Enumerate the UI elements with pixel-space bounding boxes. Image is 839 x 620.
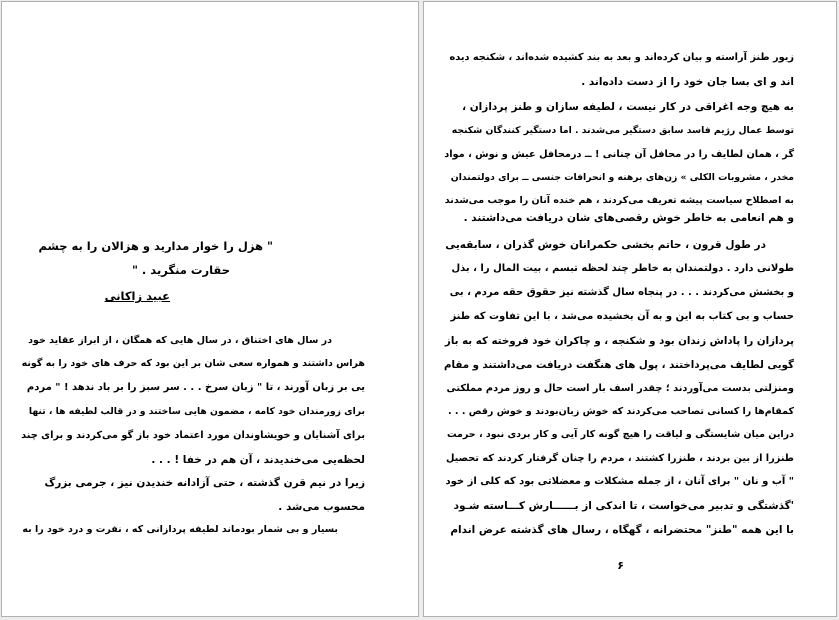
- text-line: توسط عمال رژیم فاسد سابق دستگیر می‌شدند . اما دستگیر کنندگان شکنجه‌: [451, 125, 794, 136]
- left-page: [1, 1, 419, 617]
- right-page: [423, 1, 837, 617]
- body-line: در سال های اختناق ، در سال هایی که همگان ، از ابراز عقاید خود: [28, 335, 332, 346]
- text-line: و هم انعامی به خاطر خوش رقصی‌های شان دریافت می‌داشتند .: [463, 212, 794, 224]
- body-line: برای زورمندان خود کامه ، مضمون هایی ساختند و در قالب لطیفه ها ، تنها: [28, 406, 365, 417]
- text-line: 'گذشتگی و تدبیر می‌خواست ، تا اندکی از بــــــارش کـــاسته شـود: [453, 500, 794, 512]
- body-line: محسوب می‌شد .: [278, 501, 365, 513]
- quote-line-2: حقارت منگرید . ": [131, 263, 230, 277]
- text-line: حساب و بی کتاب به این و به آن بخشیده می‌شد ، با این تفاوت که طنز: [450, 311, 794, 322]
- text-line: و بخشش می‌کردند . . . در پنجاه سال گذشته نیز حقوق حقه مردم ، بی‌: [449, 287, 794, 298]
- body-line: زیرا در نیم قرن گذشته ، حتی آزادانه خندیدن نیز ، جرمی بزرگ: [44, 477, 365, 489]
- author-signature: عبید زاکانی: [104, 289, 170, 303]
- text-line: به هیچ وجه اغراقی در کار نیست ، لطیفه سازان و طنز پردازان ،: [462, 101, 794, 113]
- text-line: دراین میان شایستگی و لیاقت را هیچ گونه کار آیی و کار بردی نبود ، حرمت: [446, 429, 794, 440]
- page-number: ۶: [617, 559, 624, 572]
- body-line: لحظه‌یی می‌خندیدند ، آن هم در خفا ! . . .: [151, 454, 365, 466]
- text-line: " آب و نان " برای آنان ، از جمله مشکلات و معضلاتی بود که کلی از خود: [445, 476, 794, 487]
- quote-line-1: " هزل را خوار مدارید و هزالان را به چشم: [38, 239, 273, 253]
- text-line: در طول قرون ، حاتم بخشی حکمرانان خوش گذران ، سابقه‌یی: [445, 239, 766, 251]
- text-line: گویی لطایف می‌پرداختند ، پول های هنگفت دریافت می‌داشتند و مقام: [443, 359, 794, 371]
- text-line: ومنزلتی بدست می‌آوردند ؛ چقدر اسف بار است حال و روز مردم مملکتی: [446, 383, 794, 394]
- body-line: بسیار و بی شمار بودماند لطیفه پردازانی که ، نفرت و درد خود را به: [22, 524, 338, 535]
- text-line: پردازان را پاداش زندان بود و شکنجه ، و چاکران خود فروخته که به باز: [444, 335, 794, 347]
- text-line: به اصطلاح سیاست پیشه تعریف می‌کردند ، هم خنده آنان را موجب می‌شدند: [444, 195, 794, 206]
- text-line: طنزرا از بین بردند ، طنزرا کشتند ، مردم را چنان گرفتار کردند که تحصیل: [445, 453, 794, 464]
- text-line: مخدر ، مشروبات الکلی » زن‌های برهنه و انحرافات جنسی ــ برای دولتمندان: [450, 172, 794, 183]
- text-line: زیور طنز آراسته و بیان کرده‌اند و بعد به بند کشیده شده‌اند ، شکنجه دیده‌: [449, 52, 794, 63]
- text-line: طولانی دارد . دولتمندان به خاطر چند لحظه تبسم ، بیت المال را ، بذل: [451, 263, 794, 274]
- text-line: کمقام‌ها را کسانی تصاحب می‌کردند که خوش زبان‌بودند و خوش رقص . . .: [448, 406, 794, 417]
- body-line: برای آشنایان و خویشاوندان مورد اعتماد خود باز گو می‌کردند و برای چند: [21, 430, 365, 441]
- text-line: با این همه "طنز" محتضرانه ، گهگاه ، رسال های گذشته عرض اندام: [450, 524, 794, 536]
- text-line: اند و ای بسا جان خود را از دست داده‌اند .: [581, 76, 794, 88]
- body-line: یی بر زبان آورند ، تا " زبان سرخ . . . سر سبز را بر باد ندهد ! " مردم: [26, 382, 365, 393]
- body-line: هراس داشتند و همواره سعی شان بر این بود که حرف های خود را به گونه‌: [21, 358, 365, 369]
- text-line: گر ، همان لطایف را در محافل آن چنانی ! ــ درمحافل عیش و نوش ، مواد: [444, 149, 794, 160]
